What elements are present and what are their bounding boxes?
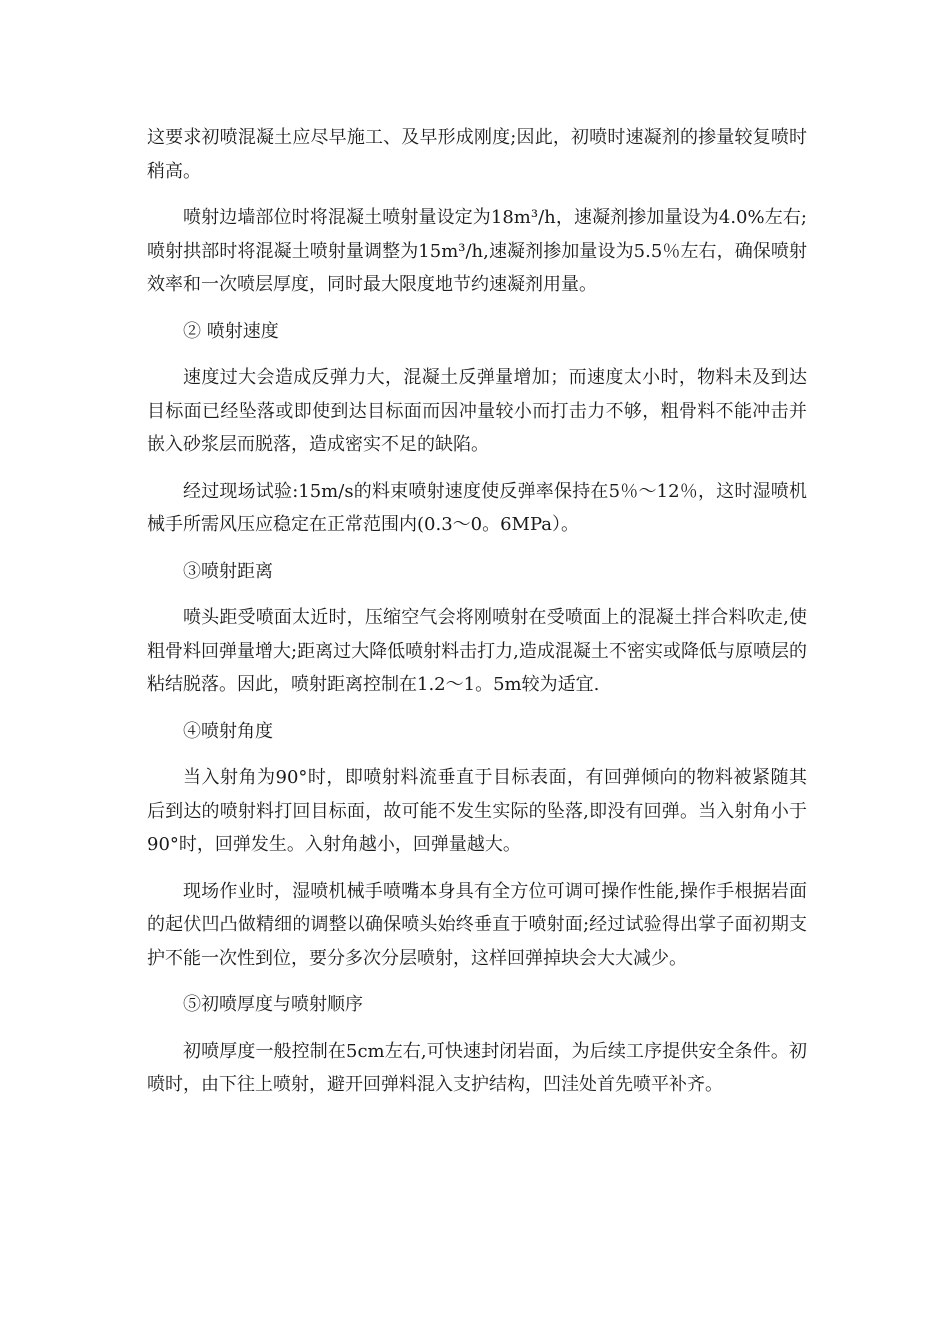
paragraph: 喷射边墙部位时将混凝土喷射量设定为18m³/h，速凝剂掺加量设为4.0%左右;喷射拱部时将混凝土喷射量调整为15m³/h,速凝剂掺加量设为5.5％左右，确保喷射效率和一次喷层厚度，同时最大限度地节约速凝剂用量。 — [147, 207, 807, 295]
paragraph: 初喷厚度一般控制在5cm左右,可快速封闭岩面，为后续工序提供安全条件。初喷时，由下往上喷射，避开回弹料混入支护结构，凹洼处首先喷平补齐。 — [147, 1040, 807, 1095]
section-heading: ④喷射角度 — [183, 720, 273, 742]
section-heading: ② 喷射速度 — [183, 320, 279, 342]
paragraph: 喷头距受喷面太近时，压缩空气会将刚喷射在受喷面上的混凝土拌合料吹走,使粗骨料回弹量增大;距离过大降低喷射料击打力,造成混凝土不密实或降低与原喷层的粘结脱落。因此，喷射距离控制在1.2～1。5m较为适宜. — [147, 607, 807, 695]
paragraph: 经过现场试验:15m/s的料束喷射速度使反弹率保持在5％～12％，这时湿喷机械手所需风压应稳定在正常范围内(0.3～0。6MPa）。 — [147, 480, 807, 535]
paragraph: 现场作业时，湿喷机械手喷嘴本身具有全方位可调可操作性能,操作手根据岩面的起伏凹凸做精细的调整以确保喷头始终垂直于喷射面;经过试验得出掌子面初期支护不能一次性到位，要分多次分层喷射，这样回弹掉块会大大减少。 — [147, 880, 807, 969]
document-body — [147, 121, 807, 1115]
paragraph: 当入射角为90°时，即喷射料流垂直于目标表面，有回弹倾向的物料被紧随其后到达的喷射料打回目标面，故可能不发生实际的坠落,即没有回弹。当入射角小于90°时，回弹发生。入射角越小，回弹量越大。 — [147, 767, 807, 855]
section-heading: ③喷射距离 — [183, 560, 273, 582]
paragraph: 这要求初喷混凝土应尽早施工、及早形成刚度;因此，初喷时速凝剂的掺量较复喷时稍高。 — [147, 127, 807, 182]
section-heading: ⑤初喷厚度与喷射顺序 — [183, 994, 363, 1015]
paragraph: 速度过大会造成反弹力大，混凝土反弹量增加；而速度太小时，物料未及到达目标面已经坠落或即使到达目标面而因冲量较小而打击力不够，粗骨料不能冲击并嵌入砂浆层而脱落，造成密实不足的缺陷。 — [147, 367, 807, 455]
